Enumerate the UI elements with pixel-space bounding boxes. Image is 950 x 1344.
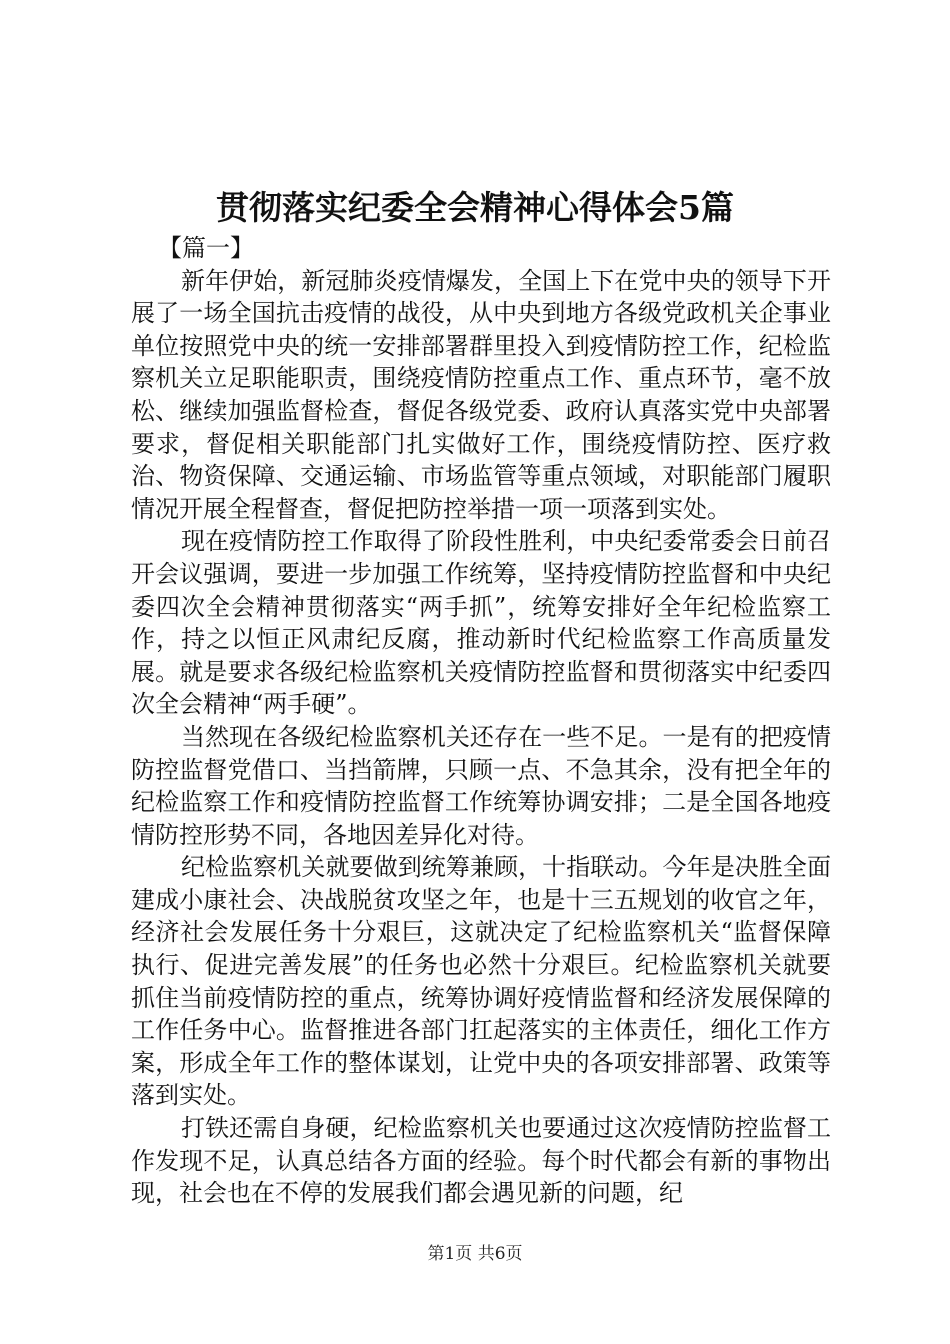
section-label: 【篇一】 <box>158 234 254 262</box>
document-title: 贯彻落实纪委全会精神心得体会5篇 <box>216 188 734 227</box>
document-body <box>131 232 831 1210</box>
paragraph-5: 打铁还需自身硬，纪检监察机关也要通过这次疫情防控监督工作发现不足，认真总结各方面的经验。每个时代都会有新的事物出现，社会也在不停的发展我们都会遇见新的问题，纪 <box>131 1114 831 1208</box>
paragraph-2: 现在疫情防控工作取得了阶段性胜利，中央纪委常委会日前召开会议强调，要进一步加强工作统筹，坚持疫情防控监督和中央纪委四次全会精神贯彻落实“两手抓”，统筹安排好全年纪检监察工作，持之以恒正风肃纪反腐，推动新时代纪检监察工作高质量发展。就是要求各级纪检监察机关疫情防控监督和贯彻落实中纪委四次全会精神“两手硬”。 <box>131 527 831 719</box>
paragraph-3: 当然现在各级纪检监察机关还存在一些不足。一是有的把疫情防控监督党借口、当挡箭牌，只顾一点、不急其余，没有把全年的纪检监察工作和疫情防控监督工作统筹协调安排；二是全国各地疫情防控形势不同，各地因差异化对待。 <box>131 722 831 849</box>
paragraph-1: 新年伊始，新冠肺炎疫情爆发，全国上下在党中央的领导下开展了一场全国抗击疫情的战役，从中央到地方各级党政机关企事业单位按照党中央的统一安排部署群里投入到疫情防控工作，纪检监察机关立足职能职责，围绕疫情防控重点工作、重点环节，毫不放松、继续加强监督检查，督促各级党委、政府认真落实党中央部署要求，督促相关职能部门扎实做好工作，围绕疫情防控、医疗救治、物资保障、交通运输、市场监管等重点领域，对职能部门履职情况开展全程督查，督促把防控举措一项一项落到实处。 <box>131 266 831 523</box>
paragraph-4: 纪检监察机关就要做到统筹兼顾，十指联动。今年是决胜全面建成小康社会、决战脱贫攻坚之年，也是十三五规划的收官之年，经济社会发展任务十分艰巨，这就决定了纪检监察机关“监督保障执行、促进完善发展”的任务也必然十分艰巨。纪检监察机关就要抓住当前疫情防控的重点，统筹协调好疫情监督和经济发展保障的工作任务中心。监督推进各部门扛起落实的主体责任，细化工作方案，形成全年工作的整体谋划，让党中央的各项安排部署、政策等落到实处。 <box>131 853 831 1110</box>
page-footer: 第1页 共6页 <box>427 1244 523 1264</box>
